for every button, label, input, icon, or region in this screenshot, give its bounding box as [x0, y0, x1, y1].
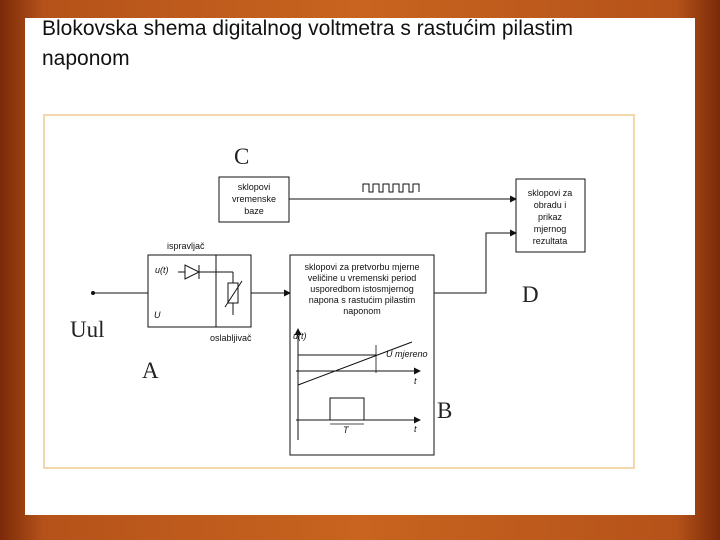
- graph-t-label-1: t: [414, 376, 417, 386]
- timebase-line-2: vremenske: [231, 194, 277, 204]
- converter-line-5: naponom: [343, 306, 381, 316]
- processing-line-3: prikaz: [537, 212, 563, 222]
- label-b: B: [437, 398, 453, 423]
- timebase-line-1: sklopovi: [237, 182, 271, 192]
- period-label: T: [343, 425, 349, 435]
- pulse-train-icon: [363, 184, 419, 192]
- processing-line-5: rezultata: [532, 236, 568, 246]
- attenuator-label: oslabljivač: [210, 333, 252, 343]
- processing-line-2: obradu i: [533, 200, 567, 210]
- input-u-t-label: u(t): [155, 265, 169, 275]
- graph-t-label-2: t: [414, 424, 417, 434]
- label-a: A: [142, 358, 159, 383]
- converter-line-1: sklopovi za pretvorbu mjerne: [304, 262, 420, 272]
- input-u-label: U: [154, 310, 161, 320]
- timebase-line-3: baze: [244, 206, 264, 216]
- processing-line-1: sklopovi za: [527, 188, 573, 198]
- u-measured-label: U mjereno: [386, 349, 428, 359]
- rectifier-label: ispravljač: [167, 241, 205, 251]
- converter-to-processing-arrow: [434, 233, 516, 293]
- converter-line-2: veličine u vremenski period: [307, 273, 417, 283]
- slide-title: Blokovska shema digitalnog voltmetra s rastućim pilastim naponom: [42, 17, 574, 70]
- label-c: C: [234, 144, 250, 169]
- processing-line-4: mjernog: [533, 224, 567, 234]
- graph-y-label: u(t): [293, 331, 307, 341]
- converter-line-3: usporedbom istosmjernog: [310, 284, 414, 294]
- converter-line-4: napona s rastućim pilastim: [308, 295, 416, 305]
- label-d: D: [522, 282, 539, 307]
- label-uul: Uul: [70, 317, 105, 342]
